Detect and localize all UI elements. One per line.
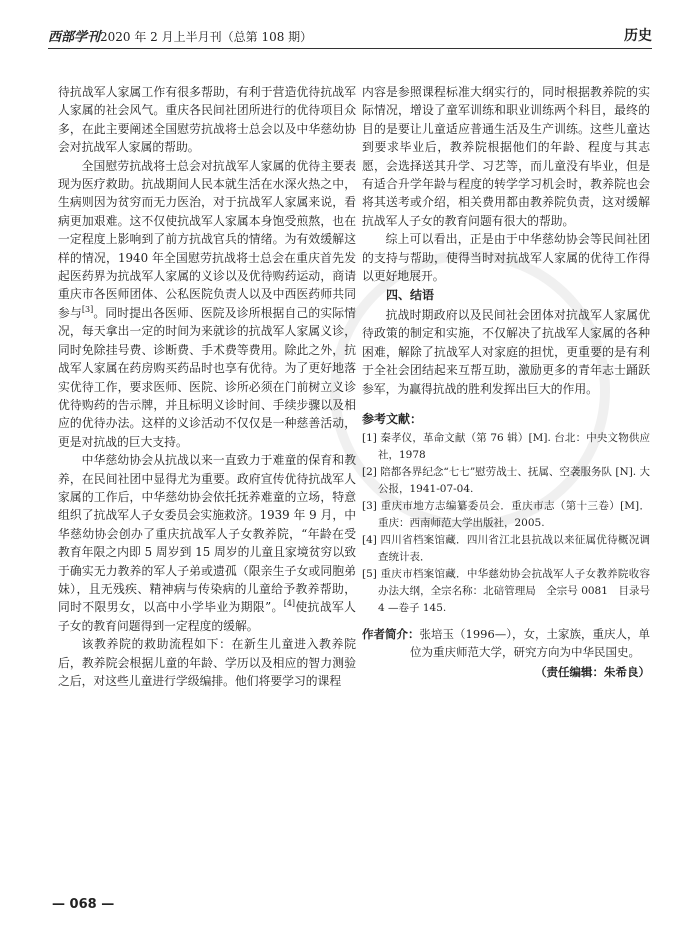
reference-item: [4] 四川省档案馆藏．四川省江北县抗战以来征属优待概况调查统计表． (362, 534, 650, 564)
references-title: 参考文献： (362, 411, 423, 426)
reference-item: [5] 重庆市档案馆藏．中华慈幼协会抗战军人子女教养院收容办法大纲，全宗名称：北碚管理局 全宗号 0081 目录号 4 —卷子 145. (362, 568, 650, 615)
paragraph-text: 。同时提出各医师、医院及诊所根据自己的实际情况，每天拿出一定的时间为来就诊的抗战军人家属义诊，同时免除挂号费、诊断费、手术费等费用。除此之外，抗战军人家属在药房购买药品时也享有优待。为了更好地落实优待工作，要求医师、医院、诊所必须在门前树立义诊优待购药的告示牌，并且标明义诊时间、手续步骤以及相应的优待办法。这样的义诊活动不仅仅是一种慈善活动，更是对抗战的巨大支持。 (58, 305, 356, 449)
reference-item: [2] 陪都各界纪念“七七”慰劳战士、抚属、空袭服务队 [N]. 大公报，1941-07-04. (362, 466, 650, 496)
journal-brand: 西部学刊 (48, 30, 101, 45)
editor-credit: （责任编辑：朱希良） (535, 665, 650, 680)
author-bio-label: 作者简介： (362, 627, 420, 642)
journal-issue (48, 26, 312, 45)
reference-item: [1] 秦孝仪，革命文献（第 76 辑）[M]. 台北：中央文物供应社，1978 (362, 432, 650, 462)
left-column (58, 83, 356, 690)
paragraph: 综上可以看出，正是由于中华慈幼协会等民间社团的支持与帮助，使得当时对抗战军人家属的优待工作得以更好地展开。 (362, 232, 650, 284)
section-label: 历史 (624, 28, 652, 44)
references-list (362, 430, 650, 617)
issue-label: 2020 年 2 月上半月刊（总第 108 期） (100, 30, 313, 44)
citation[interactable]: [3] (81, 304, 94, 314)
page-number: — 068 — (52, 897, 115, 912)
paragraph: 该教养院的救助流程如下：在新生儿童进入教养院后，教养院会根据儿童的年龄、学历以及相应的智力测验之后，对这些儿童进行学级编排。他们将要学习的课程 (58, 637, 356, 688)
paragraph-text: 中华慈幼协会从抗战以来一直致力于难童的保育和教养，在民间社团中显得尤为重要。政府宣传优待抗战军人家属的工作后，中华慈幼协会依托抚养难童的立场，特意组织了抗战军人子女委员会实施救济。1939 年 9 月，中华慈幼协会创办了重庆抗战军人子女教养院，“年龄在受教育年限之内即 5 周岁到 15 周岁的儿童且家境贫穷以致于确实无力教养的军人子弟或遗孤（限亲生子女或同胞弟妹），且无残疾、精神病与传染病的儿童给予教养帮助，同时不限男女，以高中小学毕业为期限”。 (58, 453, 356, 615)
paragraph-text: 使抗战军人子女的教育问题得到一定程度的缓解。 (58, 600, 356, 633)
page-header (48, 24, 652, 49)
citation[interactable]: [4] (283, 599, 296, 609)
author-bio-text: 张培玉（1996—），女，土家族，重庆人，单位为重庆师范大学，研究方向为中华民国史。 (410, 627, 651, 660)
paragraph-text: 全国慰劳抗战将士总会对抗战军人家属的优待主要表现为医疗救助。抗战期间人民本就生活在水深火热之中，生病则因为贫穷而无力医治，对于抗战军人家属来说，看病更加艰难。这不仅使抗战军人家属本身饱受煎熬，也在一定程度上影响到了前方抗战官兵的情绪。为有效缓解这样的情况，1940 年全国慰劳抗战将士总会在重庆首先发起医药界为抗战军人家属的义诊以及优待购药运动，商请重庆市各医师团体、公私医院负责人以及中西医药师共同参与 (58, 158, 356, 320)
paragraph: 内容是参照课程标准大纲实行的，同时根据教养院的实际情况，增设了童军训练和职业训练两个科目，最终的目的是要让儿童适应普通生活及生产训练。这些儿童达到要求毕业后，教养院根据他们的年龄、程度与其志愿，会选择送其升学、习艺等，而儿童没有毕业，但是有适合升学年龄与程度的转学学习机会时，教养院也会将其送考或介绍，相关费用都由教养院负责，这对缓解抗战军人子女的教育问题有很大的帮助。 (362, 85, 650, 228)
paragraph: 待抗战军人家属工作有很多帮助，有利于营造优待抗战军人家属的社会风气。重庆各民间社团所进行的优待项目众多，在此主要阐述全国慰劳抗战将士总会以及中华慈幼协会对抗战军人家属的帮助。 (58, 85, 356, 155)
paragraph (58, 451, 356, 635)
paragraph (58, 157, 356, 452)
reference-item: [3] 重庆市地方志编纂委员会．重庆市志（第十三卷）[M]．重庆：西南师范大学出版社，2005. (362, 500, 650, 530)
paragraph: 抗战时期政府以及民间社会团体对抗战军人家属优待政策的制定和实施，不仅解决了抗战军人家属的各种困难，解除了抗战军人对家庭的担忧，更重要的是有利于全社会团结起来互帮互助，激励更多的青年志士踊跃参军，为赢得抗战的胜利发挥出巨大的作用。 (362, 307, 650, 396)
right-column (362, 83, 650, 682)
section-heading: 四、结语 (386, 288, 435, 303)
author-bio (362, 625, 650, 661)
